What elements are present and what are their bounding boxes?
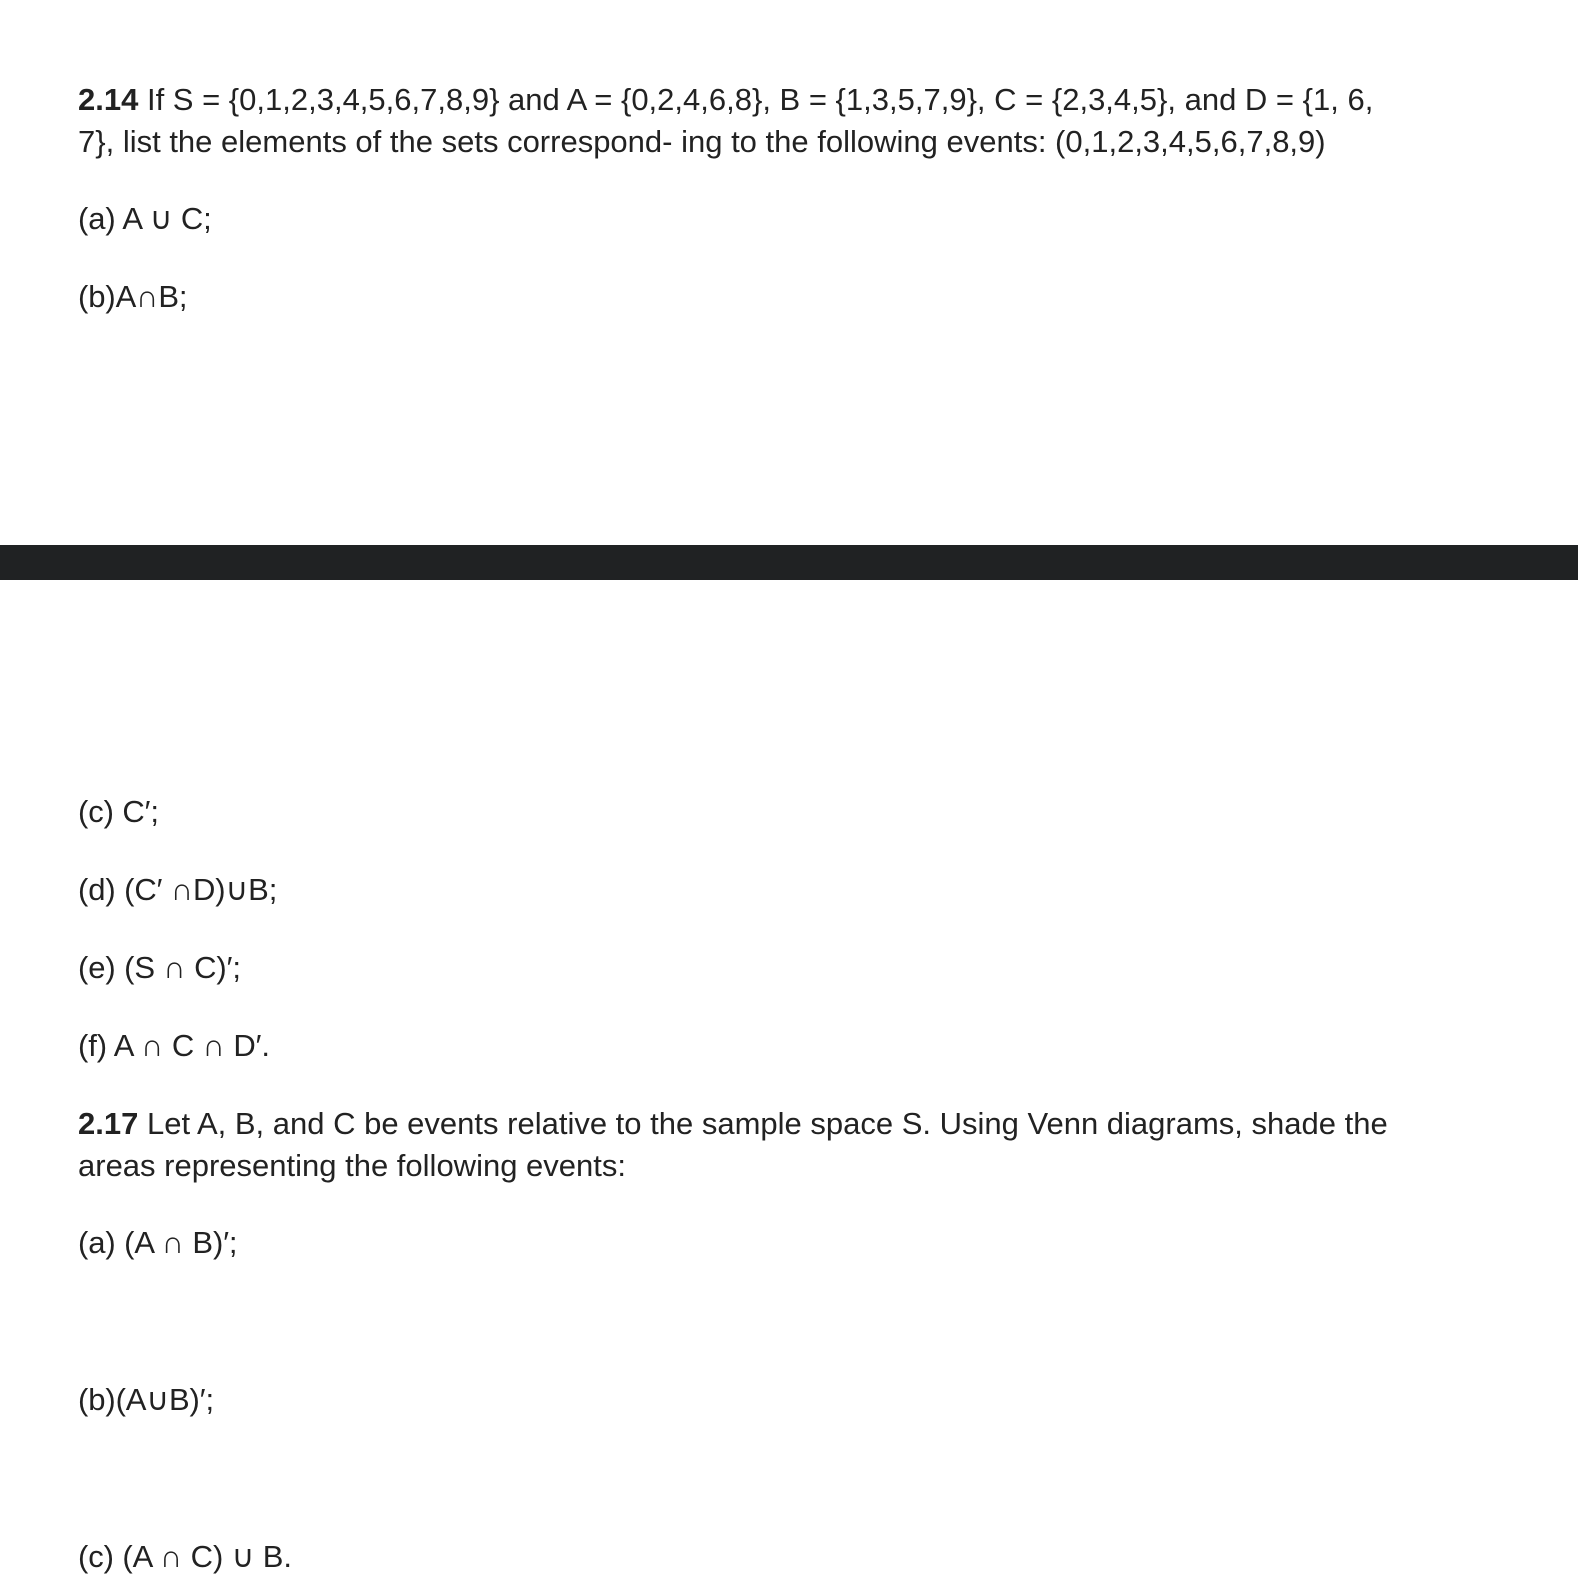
problem-2-14-part-b: (b)A∩B; (78, 279, 188, 314)
problem-2-14-part-d: (d) (C′ ∩D)∪B; (78, 872, 278, 907)
problem-2-14-part-e: (e) (S ∩ C)′; (78, 950, 241, 985)
problem-2-14-part-f: (f) A ∩ C ∩ D′. (78, 1028, 270, 1063)
problem-2-14-part-c: (c) C′; (78, 794, 159, 829)
page-divider (0, 545, 1578, 580)
problem-2-14-statement (78, 79, 1498, 163)
page-bottom (0, 580, 1578, 1590)
problem-2-17-part-b: (b)(A∪B)′; (78, 1382, 215, 1417)
problem-2-17-line-2: areas representing the following events: (78, 1148, 626, 1183)
problem-2-17-part-c: (c) (A ∩ C) ∪ B. (78, 1539, 292, 1574)
problem-2-14-line-1: If S = {0,1,2,3,4,5,6,7,8,9} and A = {0,2,4,6,8}, B = {1,3,5,7,9}, C = {2,3,4,5}, and D = {1, 6, (138, 82, 1374, 117)
problem-2-14-line-2: 7}, list the elements of the sets correspond- ing to the following events: (0,1,2,3,4,5,6,7,8,9) (78, 124, 1326, 159)
problem-2-17-statement (78, 1103, 1498, 1187)
problem-2-14-part-a: (a) A ∪ C; (78, 201, 212, 236)
problem-2-17-line-1: Let A, B, and C be events relative to the sample space S. Using Venn diagrams, shade the (138, 1106, 1388, 1141)
problem-2-14-number: 2.14 (78, 82, 139, 117)
problem-2-17-number: 2.17 (78, 1106, 139, 1141)
problem-2-17-part-a: (a) (A ∩ B)′; (78, 1225, 238, 1260)
